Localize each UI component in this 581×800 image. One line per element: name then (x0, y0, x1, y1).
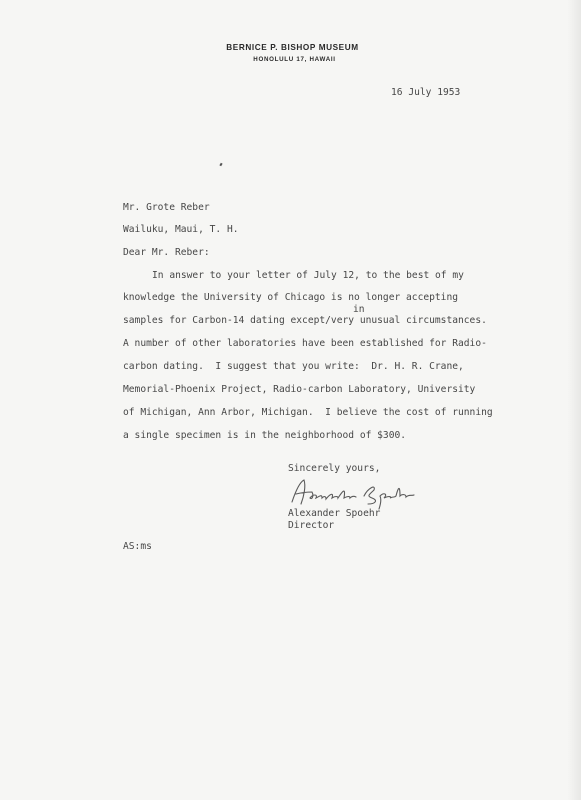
page-edge-shadow (567, 0, 581, 800)
body-line-4: A number of other laboratories have been established for Radio- (123, 338, 487, 349)
body-line-3: samples for Carbon-14 dating except/very unusual circumstances. (123, 315, 487, 326)
salutation: Dear Mr. Reber: (123, 247, 210, 258)
handwritten-signature (288, 476, 418, 510)
signer-title: Director (288, 520, 335, 531)
body-line-2: knowledge the University of Chicago is no longer accepting (123, 292, 459, 303)
closing: Sincerely yours, (288, 463, 381, 474)
reference-initials: AS:ms (123, 541, 152, 552)
body-line-1: In answer to your letter of July 12, to the best of my (152, 270, 464, 281)
body-insertion: in (353, 304, 365, 315)
recipient-name: Mr. Grote Reber (123, 202, 210, 213)
letter-date: 16 July 1953 (391, 87, 461, 98)
body-line-8: a single specimen is in the neighborhood of $300. (123, 430, 407, 441)
stray-mark (219, 163, 222, 167)
letterhead-museum-name: BERNICE P. BISHOP MUSEUM (226, 43, 359, 52)
letterhead-address: HONOLULU 17, HAWAII (253, 56, 336, 63)
body-line-5: carbon dating. I suggest that you write: Dr. H. R. Crane, (123, 361, 464, 372)
body-line-7: of Michigan, Ann Arbor, Michigan. I believe the cost of running (123, 407, 493, 418)
body-line-6: Memorial-Phoenix Project, Radio-carbon Laboratory, University (123, 384, 476, 395)
signer-name: Alexander Spoehr (288, 508, 381, 519)
recipient-address: Wailuku, Maui, T. H. (123, 224, 239, 235)
